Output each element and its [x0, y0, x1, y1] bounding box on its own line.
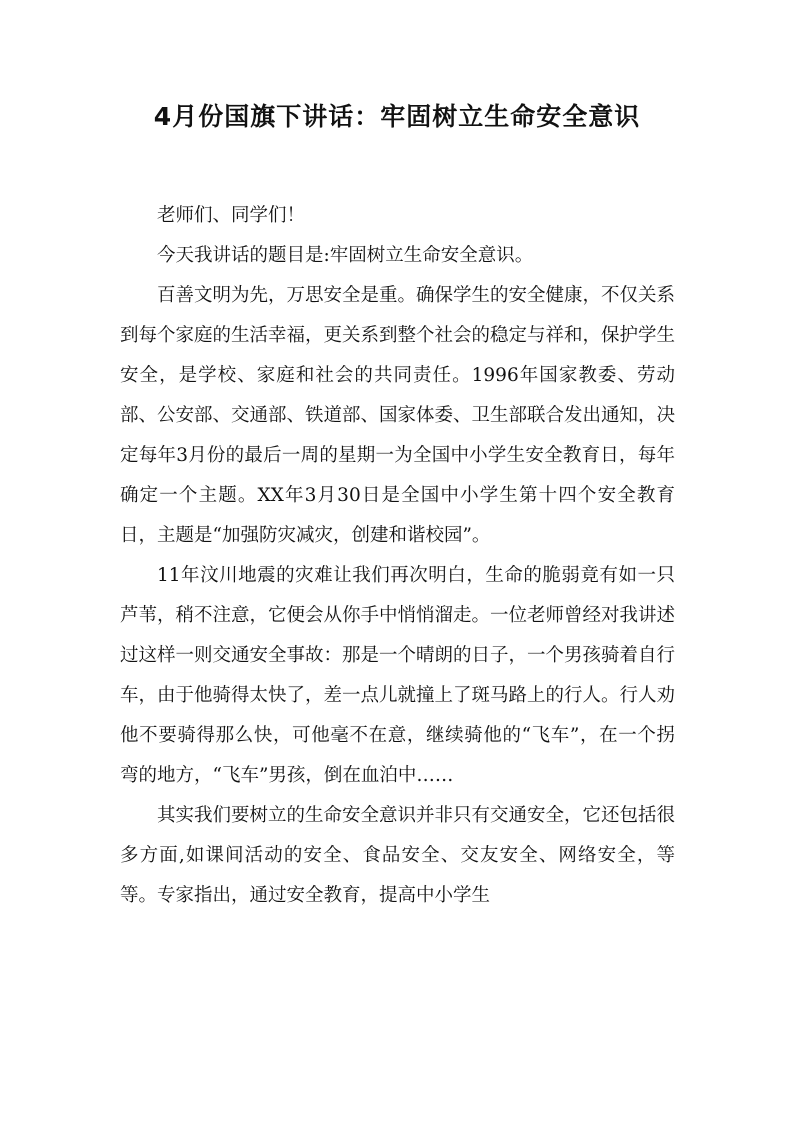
paragraph-safety-day: 百善文明为先，万思安全是重。确保学生的安全健康，不仅关系到每个家庭的生活幸福，更关系到整个社会的稳定与祥和，保护学生安全，是学校、家庭和社会的共同责任。1996年国家教委、劳动部、公安部、交通部、铁道部、国家体委、卫生部联合发出通知，决定每年3月份的最后一周的星期一为全国中小学生安全教育日，每年确定一个主题。XX年3月30日是全国中小学生第十四个安全教育日，主题是“加强防灾减灾，创建和谐校园”。 — [120, 285, 676, 546]
document-body — [120, 196, 675, 916]
document-title: 4月份国旗下讲话：牢固树立生命安全意识 — [153, 102, 641, 131]
paragraph-topic: 今天我讲话的题目是:牢固树立生命安全意识。 — [157, 245, 534, 266]
paragraph-safety-awareness: 其实我们要树立的生命安全意识并非只有交通安全，它还包括很多方面,如课间活动的安全、食品安全、交友安全、网络安全，等等。专家指出，通过安全教育，提高中小学生 — [120, 805, 676, 906]
paragraph-greeting: 老师们、同学们！ — [157, 205, 306, 226]
paragraph-earthquake-story: 11年汶川地震的灾难让我们再次明白，生命的脆弱竟有如一只芦苇，稍不注意，它便会从你手中悄悄溜走。一位老师曾经对我讲述过这样一则交通安全事故：那是一个晴朗的日子，一个男孩骑着自行车，由于他骑得太快了，差一点儿就撞上了斑马路上的行人。行人劝他不要骑得那么快，可他毫不在意，继续骑他的“飞车”，在一个拐弯的地方，“飞车”男孩，倒在血泊中…… — [120, 565, 676, 786]
